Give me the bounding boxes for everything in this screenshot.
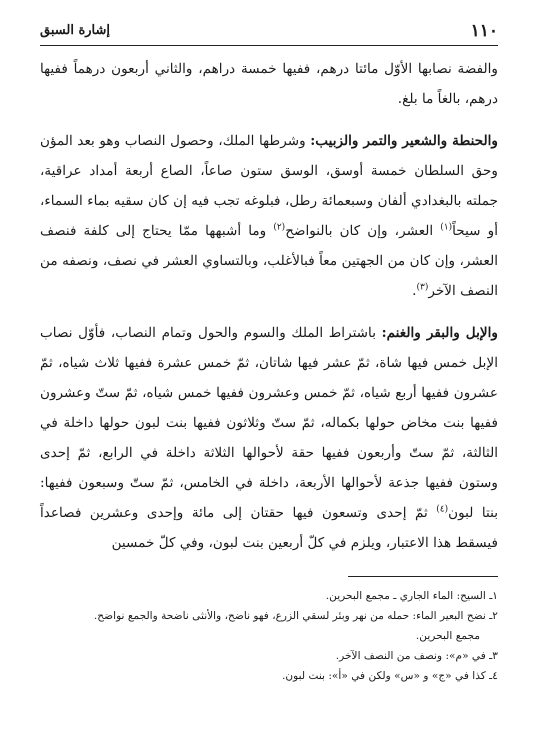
running-title: إشارة السبق <box>40 23 111 38</box>
footnote: ٤ـ كذا في «ج» و «س» ولكن في «أ»: بنت لبون. <box>282 670 498 682</box>
page-header <box>40 20 498 42</box>
footnote: ١ـ السيح: الماء الجاري ـ مجمع البحرين. <box>325 590 498 602</box>
footnotes <box>40 586 498 686</box>
footnote-ref: (٤) <box>436 504 449 515</box>
footnote-continuation: مجمع البحرين. <box>415 630 480 642</box>
paragraph-livestock <box>40 318 498 558</box>
paragraph-text: باشتراط الملك والسوم والحول وتمام النصاب، فأوّل نصاب الإبل خمس فيها شاة، ثمّ عشر فيها شاتان، ثمّ خمس عشرة ففيها ثلاث شياه، ثمّ عشرون ففيها أربع شياه، ثمّ خمس وعشرون ففيها خمس شياه، ثمّ ستّ وعشرون ففيها بنت مخاض حولها بكماله، ثمّ ستّ وثلاثون ففيها بنت لبون حولها داخلة في الثالثة، ثمّ ستّ وأربعون ففيها حقة لأحوالها الثلاثة داخلة في الرابع، ثمّ إحدى وستون ففيها جذعة لأحوالها الأربعة، داخلة في الخامس، ثمّ ستّ وسبعون ففيها: بنتا لبون <box>40 325 498 521</box>
paragraph-text: وما أشبهها ممّا يحتاج إلى كلفة فنصف العشر، وإن كان من الجهتين معاً فبالأغلب، وبالتساوي العشر في نصف، ونصفه من النصف الآخر <box>40 223 498 299</box>
footnote-ref: (١) <box>440 222 453 233</box>
paragraph-text: ثمّ إحدى وتسعون فيها حقتان إلى مائة وإحدى وعشرين فصاعداً فيسقط هذا الاعتبار، ويلزم في كلّ أربعين بنت لبون، وفي كلّ خمسين <box>40 505 498 551</box>
paragraph-text: والفضة نصابها الأوّل مائتا درهم، ففيها خمسة دراهم، والثاني أربعون درهماً ففيها درهم، بالغاً ما بلغ. <box>40 61 498 107</box>
paragraph-text: وشرطها الملك، وحصول النصاب وهو بعد المؤن وحق السلطان خمسة أوسق، الوسق ستون صاعاً، الصاع أربعة أمداد عراقية، جملته بالبغدادي ألفان وسبعمائة رطل، فبلوغه تجب فيه إن كان سقيه بماء السماء، أو سيحاً <box>40 133 499 239</box>
footnote-ref: (٣) <box>416 282 429 293</box>
header-rule <box>40 45 498 46</box>
paragraph-lead: والإبل والبقر والغنم: <box>381 325 498 341</box>
paragraph-text: . <box>412 283 417 299</box>
paragraph-grains <box>40 126 498 306</box>
paragraph-lead: والحنطة والشعير والتمر والزبيب: <box>310 133 498 149</box>
footnote: ٢ـ نضح البعير الماء: حمله من نهر وبئر لسقي الزرع، فهو ناضح، والأنثى ناضحة والجمع نواضح. <box>93 610 498 622</box>
paragraph-silver <box>40 54 498 114</box>
paragraph-text: العشر، وإن كان بالنواضح <box>285 223 441 239</box>
footnote-ref: (٢) <box>273 222 286 233</box>
main-text <box>40 54 498 570</box>
page-number: ١١٠ <box>470 21 498 41</box>
footnote-rule <box>348 576 498 577</box>
footnote: ٣ـ في «م»: ونصف من النصف الآخر. <box>335 650 498 662</box>
